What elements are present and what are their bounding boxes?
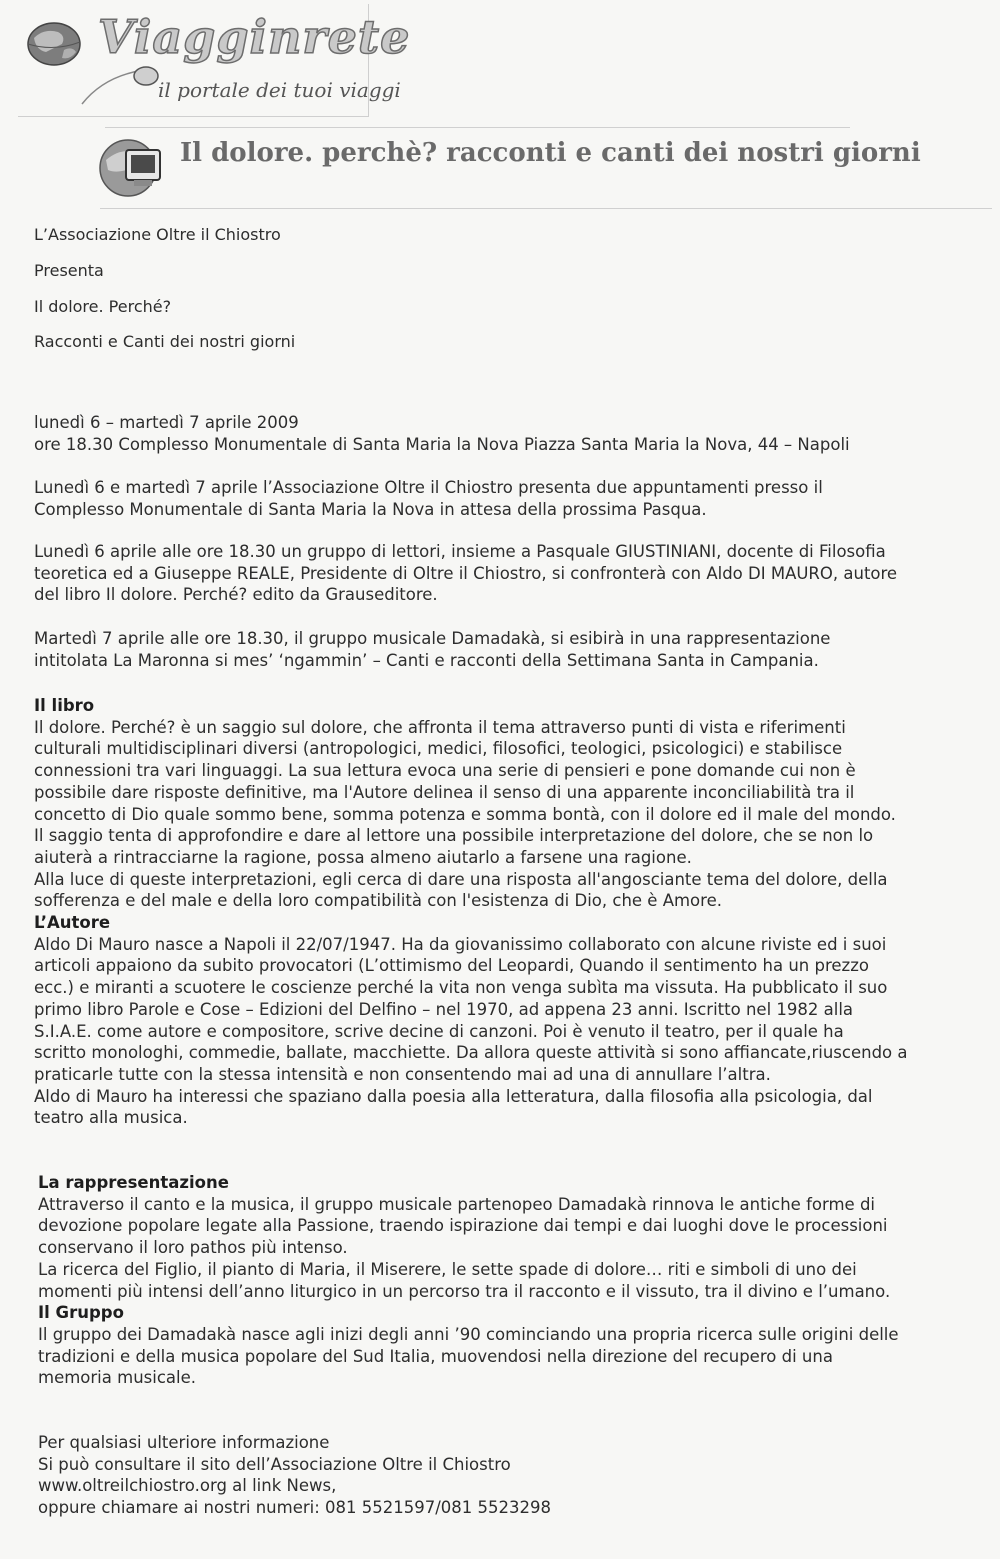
event-info <box>34 412 994 455</box>
text-line: culturali multidisciplinari diversi (antropologici, medici, filosofici, teologici, psicologici) e stabilisce <box>34 739 843 759</box>
text-line: sofferenza e del male e della loro compatibilità con l'esistenza di Dio, che è Amore. <box>34 891 722 911</box>
contact-intro: Per qualsiasi ulteriore informazione <box>38 1433 330 1452</box>
text-line: S.I.A.E. come autore e compositore, scrive decine di canzoni. Poi è venuto il teatro, per il quale ha <box>34 1021 844 1041</box>
intro-book-title: Il dolore. Perché? <box>34 297 172 316</box>
intro-association: L’Associazione Oltre il Chiostro <box>34 225 281 244</box>
text-line: Il saggio tenta di approfondire e dare al lettore una possibile interpretazione del dolore, che se non lo <box>34 826 874 846</box>
text-line: aiuterà a rintracciarne la ragione, possa almeno aiutarlo a farsene una ragione. <box>34 847 692 867</box>
text-line: Aldo di Mauro ha interessi che spaziano dalla poesia alla letteratura, dalla filosofia alla psicologia, dal <box>34 1086 873 1106</box>
intro-subtitle: Racconti e Canti dei nostri giorni <box>34 332 296 351</box>
text-line: primo libro Parole e Cose – Edizioni del Delfino – nel 1970, ad appena 23 anni. Iscritto nel 1982 alla <box>34 999 854 1019</box>
text-line: memoria musicale. <box>38 1368 196 1388</box>
event-location: ore 18.30 Complesso Monumentale di Santa Maria la Nova Piazza Santa Maria la Nova, 44 – Napoli <box>34 434 850 454</box>
text-line: Alla luce di queste interpretazioni, egli cerca di dare una risposta all'angosciante tema del dolore, della <box>34 869 888 889</box>
paragraph-tuesday <box>34 628 994 671</box>
header-rule-top <box>105 127 850 128</box>
heading-autore: L’Autore <box>34 913 111 933</box>
text-line: praticarle tutte con la stessa intensità e non consentendo mai ad una di annullare l’altra. <box>34 1064 771 1084</box>
paragraph-overview <box>34 477 994 520</box>
text-line: del libro Il dolore. Perché? edito da Grauseditore. <box>34 585 438 605</box>
text-line: Attraverso il canto e la musica, il gruppo musicale partenopeo Damadakà rinnova le antiche forme di <box>38 1194 876 1214</box>
text-line: intitolata La Maronna si mes’ ‘ngammin’ – Canti e racconti della Settimana Santa in Campania. <box>34 650 819 670</box>
text-line: concetto di Dio quale sommo bene, somma potenza e somma bontà, con il dolore ed il male del mondo. <box>34 804 896 824</box>
logo-subtitle: il portale dei tuoi viaggi <box>158 78 401 102</box>
logo-title: Viagginrete <box>98 10 411 64</box>
text-line: scritto monologhi, commedie, ballate, macchiette. Da allora queste attività si sono affiancate,riuscendo a <box>34 1043 908 1063</box>
text-line: Complesso Monumentale di Santa Maria la Nova in attesa della prossima Pasqua. <box>34 499 707 519</box>
heading-libro: Il libro <box>34 696 95 715</box>
text-line: Lunedì 6 aprile alle ore 18.30 un gruppo di lettori, insieme a Pasquale GIUSTINIANI, docente di Filosofia <box>34 542 886 561</box>
article-title: Il dolore. perchè? racconti e canti dei nostri giorni <box>180 138 921 168</box>
text-line: connessioni tra vari linguaggi. La sua lettura evoca una serie di pensieri e pone domande cui non è <box>34 761 856 781</box>
text-line: Il dolore. Perché? è un saggio sul dolore, che affronta il tema attraverso punti di vista e riferimenti <box>34 717 846 737</box>
header-rule-bottom <box>100 208 992 209</box>
mouse-cable-icon <box>74 56 164 108</box>
contact-phone: oppure chiamare ai nostri numeri: 081 5521597/081 5523298 <box>38 1498 552 1518</box>
text-line: possibile dare risposte definitive, ma l'Autore delinea il senso di una apparente inconciliabilità tra il <box>34 782 855 802</box>
text-line: teatro alla musica. <box>34 1108 188 1128</box>
text-line: Martedì 7 aprile alle ore 18.30, il gruppo musicale Damadakà, si esibirà in una rappresentazione <box>34 629 831 648</box>
heading-gruppo: Il Gruppo <box>38 1303 124 1323</box>
text-line: Lunedì 6 e martedì 7 aprile l’Associazione Oltre il Chiostro presenta due appuntamenti presso il <box>34 478 823 497</box>
contact-site-note: Si può consultare il sito dell’Associazione Oltre il Chiostro <box>38 1454 511 1474</box>
text-line: La ricerca del Figlio, il pianto di Maria, il Miserere, le sette spade di dolore… riti e simboli di uno dei <box>38 1259 857 1279</box>
text-line: Aldo Di Mauro nasce a Napoli il 22/07/1947. Ha da giovanissimo collaborato con alcune riviste ed i suoi <box>34 934 887 954</box>
text-line: devozione popolare legate alla Passione, traendo ispirazione dai tempi e dai luoghi dove le processioni <box>38 1216 888 1236</box>
site-logo <box>18 4 411 117</box>
computer-globe-icon <box>96 134 170 202</box>
event-date: lunedì 6 – martedì 7 aprile 2009 <box>34 413 299 432</box>
intro-presenta: Presenta <box>34 261 104 280</box>
contact-website-link[interactable]: www.oltreilchiostro.org al link News, <box>38 1476 337 1496</box>
text-line: momenti più intensi dell’anno liturgico in un percorso tra il racconto e il vissuto, tra il divino e l’umano. <box>38 1281 891 1301</box>
heading-rappresentazione: La rappresentazione <box>38 1173 229 1192</box>
paragraph-monday <box>34 541 994 606</box>
text-line: teoretica ed a Giuseppe REALE, Presidente di Oltre il Chiostro, si confronterà con Aldo DI MAURO, autore <box>34 563 898 583</box>
text-line: tradizioni e della musica popolare del Sud Italia, muovendosi nella direzione del recupero di una <box>38 1346 833 1366</box>
text-line: ecc.) e miranti a scuotere le coscienze perché la vita non venga subìta ma vissuta. Ha pubblicato il suo <box>34 978 888 998</box>
section-contatti <box>38 1432 998 1519</box>
section-libro-autore <box>34 695 994 1129</box>
text-line: articoli appaiono da subito provocatori (L’ottimismo del Leopardi, Quando il sentimento ha un prezzo <box>34 956 869 976</box>
text-line: Il gruppo dei Damadakà nasce agli inizi degli anni ’90 cominciando una propria ricerca sulle origini delle <box>38 1324 899 1344</box>
section-rappresentazione-gruppo <box>38 1172 998 1389</box>
text-line: conservano il loro pathos più intenso. <box>38 1238 348 1258</box>
